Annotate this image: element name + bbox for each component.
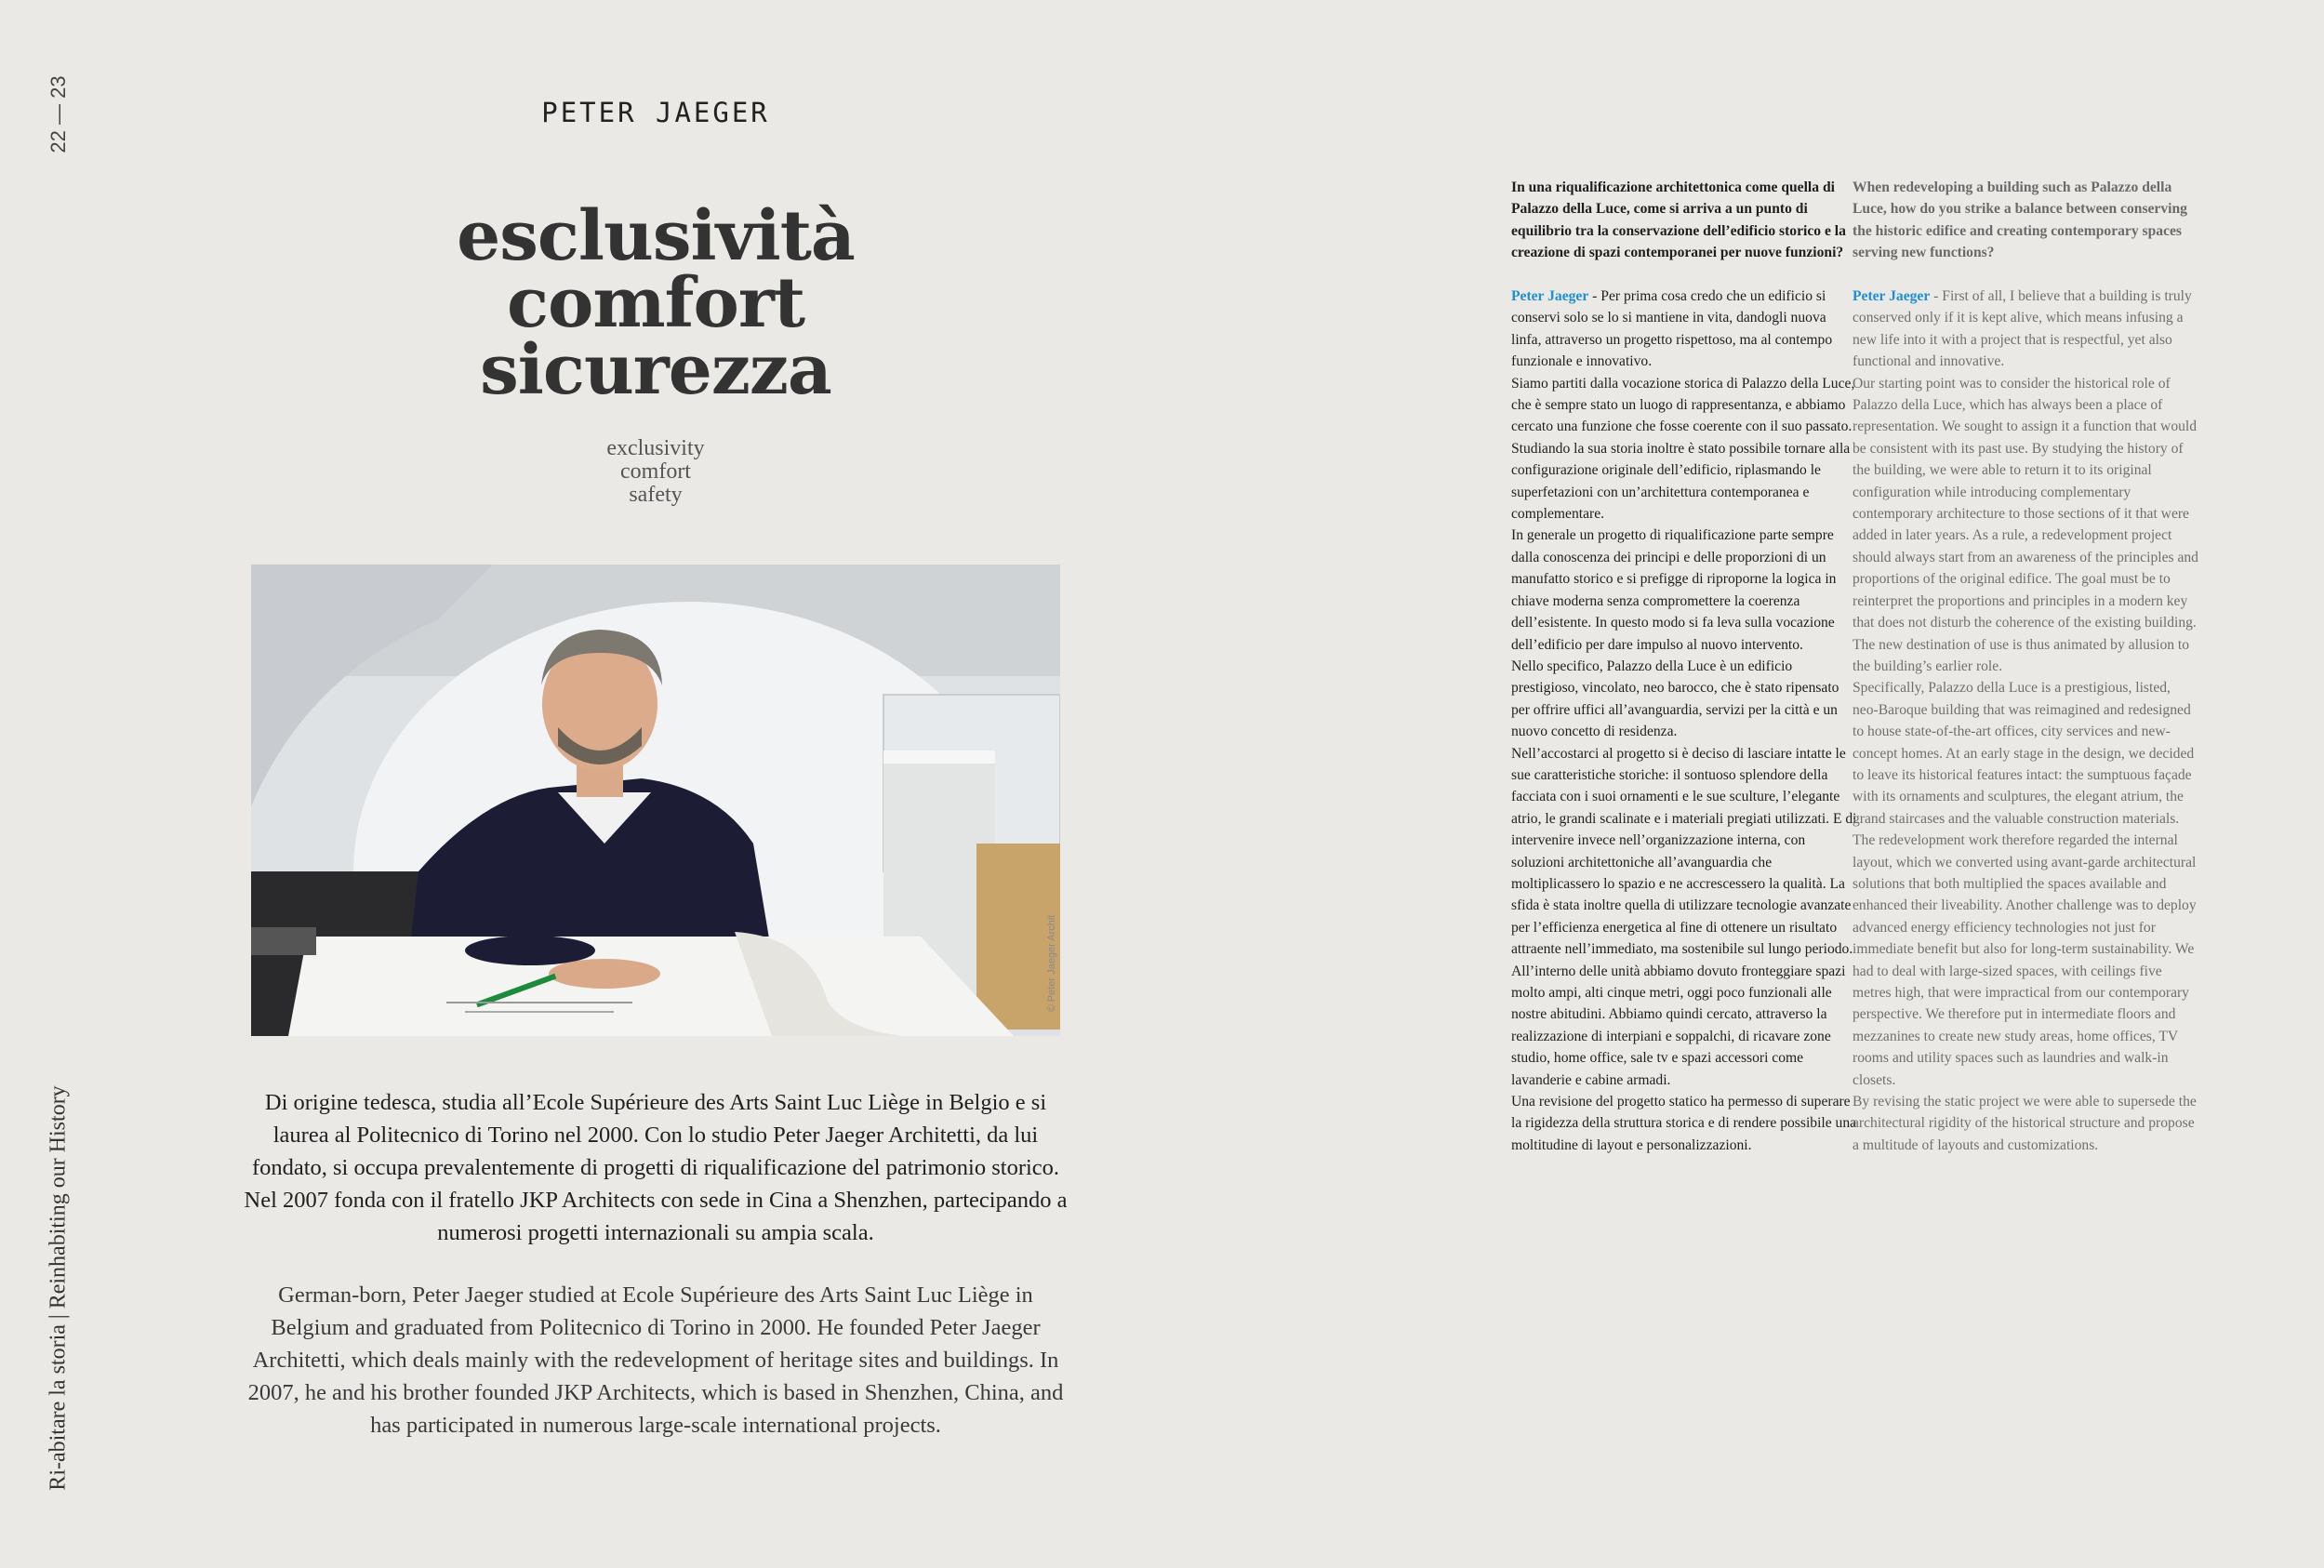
interview-answer-paragraph: Una revisione del progetto statico ha permesso di superare la rigidezza della struttura storica e di rendere possibile una moltitudine di layout e personalizzazioni. [1511,1094,1857,1153]
interview-question: In una riqualificazione architettonica come quella di Palazzo della Luce, come si arriva a un punto di equilibrio tra la conservazione dell’edificio storico e la creazione di spazi contemporanei per nuove funzioni? [1511,179,1846,261]
portrait-photo [251,565,1060,1036]
answer-opening: Per prima cosa credo che un edificio si conservi solo se lo si mantiene in vita, dandogli nuova linfa, attraverso un progetto rispettoso, ma al contempo funzionale e innovativo. [1511,288,1833,370]
speaker-dash: - [1588,288,1601,305]
bio-english: German-born, Peter Jaeger studied at Ecole Supérieure des Arts Saint Luc Liège in Belgium and graduated from Politecnico di Torino in 2000. He founded Peter Jaeger Architetti, which deals mainly with the redevelopment of heritage sites and buildings. In 2007, he and his brother founded JKP Architects, which is based in Shenzhen, China, and has participated in numerous large-scale international projects. [247,1282,1064,1438]
section-title [45,1070,73,1507]
page-numbers-label: 22 — 23 [46,75,70,153]
interviewee-name: PETER JAEGER [541,97,770,128]
headline-line: comfort [506,263,805,343]
interview-answer-paragraph: Specifically, Palazzo della Luce is a prestigious, listed, neo-Baroque building that was reimagined and redesigned to house state-of-the-art offices, city services and new-concept homes. At an early stage in the design, we decided to leave its historical features intact: the sumptuous façade with its ornaments and sculptures, the elegant atrium, the grand staircases and the valuable construction materials. The redevelopment work therefore regarded the internal layout, which we converted using avant-garde architectural solutions that both multiplied the spaces available and enhanced their liveability. Another challenge was to deploy advanced energy efficiency technologies not just for immediate benefit but also for long-term sustainability. We had to deal with large-sized spaces, with ceilings five metres high, that were impractical from our contemporary perspective. We therefore put in intermediate floors and mezzanines to create new study areas, home offices, TV rooms and utility spaces such as laundries and walk-in closets. [1853,680,2197,1088]
interview-answer-paragraph [1853,286,2198,373]
subheadline [251,437,1060,507]
interview-answer-paragraph: By revising the static project we were able to supersede the architectural rigidity of the historical structure and propose a multitude of layouts and customizations. [1853,1094,2197,1153]
interview-answer-paragraph: In generale un progetto di riqualificazione parte sempre dalla conoscenza dei principi e delle proporzioni di un manufatto storico e si prefigge di riproporne la logica in chiave moderna senza compromettere la coerenza dell’esistente. In questo modo si fa leva sulla vocazione dell’edificio per dare impulso al nuovo intervento. [1511,527,1837,653]
headline-line: esclusività [457,196,855,276]
speaker-name: Peter Jaeger [1853,288,1931,305]
section-title-label: Ri-abitare la storia | Reinhabiting our History [46,1085,71,1491]
interview-answer-paragraph [1511,286,1857,373]
speaker-dash: - [1930,288,1943,305]
photo-credit-label: © Peter Jaeger Archit [1046,914,1057,1013]
interview-answer-paragraph: Our starting point was to consider the historical role of Palazzo della Luce, which has always been a place of representation. We sought to assign it a function that would be consistent with its past use. By studying the history of the building, we were able to return it to its original configuration while introducing complementary contemporary architecture to those sections of it that were added in later years. As a rule, a redevelopment project should always start from an awareness of the principles and proportions of the original edifice. The goal must be to reinterpret the proportions and principles in a modern key that does not disturb the coherence of the existing building. The new destination of use is thus animated by allusion to the building’s earlier role. [1853,375,2198,674]
interview-column-english [1853,177,2198,1156]
speaker-name: Peter Jaeger [1511,288,1589,305]
interview-answer-paragraph: Siamo partiti dalla vocazione storica di Palazzo della Luce, che è sempre stato un luogo di rappresentanza, e abbiamo cercato una funzione che fosse coerente con il suo passato. Studiando la sua storia inoltre è stato possibile tornare alla configurazione originale dell’edificio, riplasmando le superfetazioni con un’architettura contemporanea e complementare. [1511,375,1855,523]
headline-line: sicurezza [480,330,831,410]
page-numbers [46,63,71,166]
photo-credit [1045,898,1058,1029]
answer-opening: First of all, I believe that a building is truly conserved only if it is kept alive, which means infusing a new life into it with a project that is respectful, yet also functional and innovative. [1853,288,2192,370]
interview-answer-paragraph: Nell’accostarci al progetto si è deciso di lasciare intatte le sue caratteristiche storiche: il sontuoso splendore della facciata con i suoi ornamenti e le sue sculture, l’elegante atrio, le grandi scalinate e i materiali pregiati utilizzati. E di intervenire invece nell’organizzazione interna, con soluzioni architettoniche all’avanguardia che moltiplicassero lo spazio e ne accrescessero la qualità. La sfida è stata inoltre quella di utilizzare tecnologie avanzate per l’efficienza energetica al fine di ottenere un risultato attraente nell’immediato, ma sostenibile sul lungo periodo. [1511,745,1857,958]
bio-italian: Di origine tedesca, studia all’Ecole Supérieure des Arts Saint Luc Liège in Belgio e si laurea al Politecnico di Torino nel 2000. Con lo studio Peter Jaeger Architetti, da lui fondato, si occupa prevalentemente di progetti di riqualificazione del patrimonio storico. Nel 2007 fonda con il fratello JKP Architects con sede in Cina a Shenzhen, partecipando a numerosi progetti internazionali su ampia scala. [244,1090,1068,1245]
interview-question: When redeveloping a building such as Palazzo della Luce, how do you strike a balance between conserving the historic edifice and creating contemporary spaces serving new functions? [1853,179,2187,261]
interview-answer-paragraph: Nello specifico, Palazzo della Luce è un edificio prestigioso, vincolato, neo barocco, che è stato ripensato per offrire uffici all’avanguardia, servizi per la città e un nuovo concetto di residenza. [1511,658,1839,740]
subheadline-line: comfort [620,459,691,484]
interview-column-italian [1511,177,1857,1156]
subheadline-line: exclusivity [606,436,705,460]
headline [251,196,1060,410]
portrait-illustration [251,565,1060,1036]
subheadline-line: safety [629,483,683,507]
interview-answer-paragraph: All’interno delle unità abbiamo dovuto fronteggiare spazi molto ampi, alti cinque metri, oggi poco funzionali alle nostre abitudini. Abbiamo quindi cercato, attraverso la realizzazione di interpiani e soppalchi, di ricavare zone studio, home office, sale tv e spazi accessori come lavanderie e cabine armadi. [1511,963,1846,1088]
